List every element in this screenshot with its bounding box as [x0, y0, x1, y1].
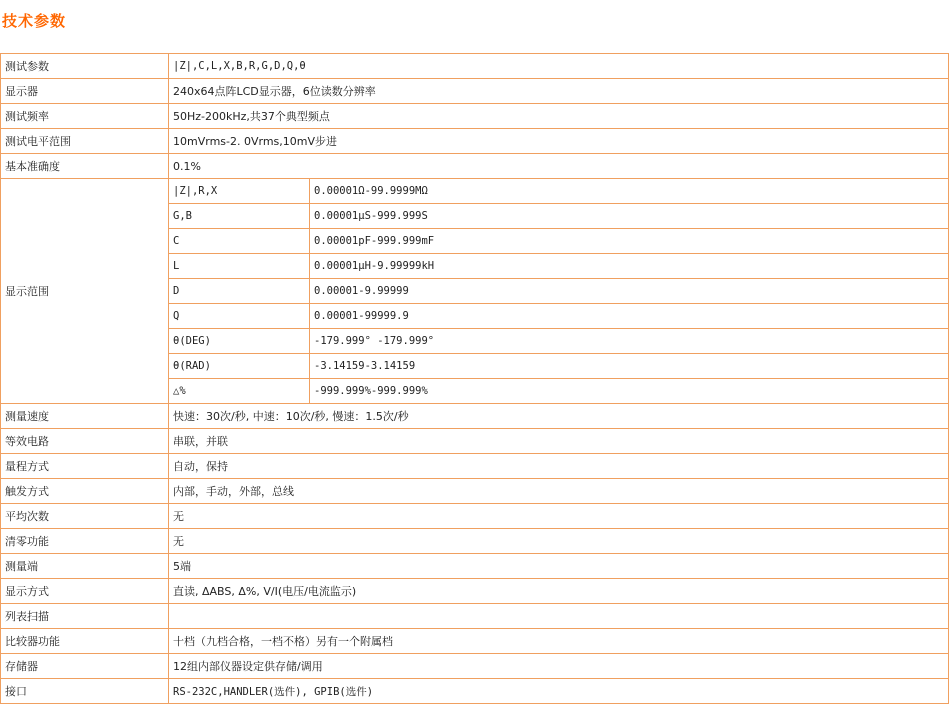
range-param: L	[169, 254, 310, 279]
row-value: 12组内部仪器设定供存储/调用	[169, 654, 949, 679]
range-value: 0.00001μH-9.99999kH	[310, 254, 949, 279]
row-value: 自动，保持	[169, 454, 949, 479]
row-value: 无	[169, 529, 949, 554]
row-label: 平均次数	[1, 504, 169, 529]
range-param: D	[169, 279, 310, 304]
row-label: 清零功能	[1, 529, 169, 554]
row-value: RS-232C,HANDLER(选件), GPIB(选件)	[169, 679, 949, 704]
row-label: 存储器	[1, 654, 169, 679]
row-value: 十档（九档合格，一档不格）另有一个附属档	[169, 629, 949, 654]
row-value: 0.1%	[169, 154, 949, 179]
table-row	[1, 179, 949, 204]
row-value: 快速：30次/秒, 中速：10次/秒, 慢速：1.5次/秒	[169, 404, 949, 429]
row-value	[169, 604, 949, 629]
row-label: 测试电平范围	[1, 129, 169, 154]
row-label: 测量端	[1, 554, 169, 579]
table-row	[1, 104, 949, 129]
table-row	[1, 129, 949, 154]
range-value: 0.00001-9.99999	[310, 279, 949, 304]
range-value: -999.999%-999.999%	[310, 379, 949, 404]
row-label: 接口	[1, 679, 169, 704]
row-label: 比较器功能	[1, 629, 169, 654]
range-value: 0.00001Ω-99.9999MΩ	[310, 179, 949, 204]
table-row	[1, 604, 949, 629]
range-value: -3.14159-3.14159	[310, 354, 949, 379]
row-value: 直读, ΔABS, Δ%, V/I(电压/电流监示)	[169, 579, 949, 604]
row-label: 量程方式	[1, 454, 169, 479]
range-value: 0.00001μS-999.999S	[310, 204, 949, 229]
table-row	[1, 429, 949, 454]
table-row	[1, 79, 949, 104]
table-row	[1, 479, 949, 504]
row-value: 240x64点阵LCD显示器，6位读数分辨率	[169, 79, 949, 104]
row-label: 列表扫描	[1, 604, 169, 629]
table-row	[1, 454, 949, 479]
table-row	[1, 404, 949, 429]
row-value: 10mVrms-2. 0Vrms,10mV步进	[169, 129, 949, 154]
table-row	[1, 154, 949, 179]
range-param: θ(RAD)	[169, 354, 310, 379]
row-label: 等效电路	[1, 429, 169, 454]
row-label: 测试参数	[1, 54, 169, 79]
table-row	[1, 654, 949, 679]
range-param: Q	[169, 304, 310, 329]
row-value: 无	[169, 504, 949, 529]
row-label: 基本准确度	[1, 154, 169, 179]
table-row	[1, 679, 949, 704]
row-value: 50Hz-200kHz,共37个典型频点	[169, 104, 949, 129]
row-label: 测试频率	[1, 104, 169, 129]
range-param: C	[169, 229, 310, 254]
table-row	[1, 54, 949, 79]
range-param: G,B	[169, 204, 310, 229]
table-row	[1, 504, 949, 529]
row-value: 内部，手动，外部，总线	[169, 479, 949, 504]
section-title: 技术参数	[2, 12, 67, 30]
spec-table	[0, 53, 949, 704]
row-label: 显示方式	[1, 579, 169, 604]
range-param: θ(DEG)	[169, 329, 310, 354]
row-value: 串联，并联	[169, 429, 949, 454]
table-row	[1, 554, 949, 579]
row-label: 测量速度	[1, 404, 169, 429]
row-value: 5端	[169, 554, 949, 579]
table-row	[1, 579, 949, 604]
range-value: -179.999° -179.999°	[310, 329, 949, 354]
row-value: |Z|,C,L,X,B,R,G,D,Q,θ	[169, 54, 949, 79]
range-param: |Z|,R,X	[169, 179, 310, 204]
table-row	[1, 629, 949, 654]
range-value: 0.00001-99999.9	[310, 304, 949, 329]
row-label: 显示器	[1, 79, 169, 104]
range-value: 0.00001pF-999.999mF	[310, 229, 949, 254]
row-label: 显示范围	[1, 179, 169, 404]
row-label: 触发方式	[1, 479, 169, 504]
range-param: △%	[169, 379, 310, 404]
table-row	[1, 529, 949, 554]
